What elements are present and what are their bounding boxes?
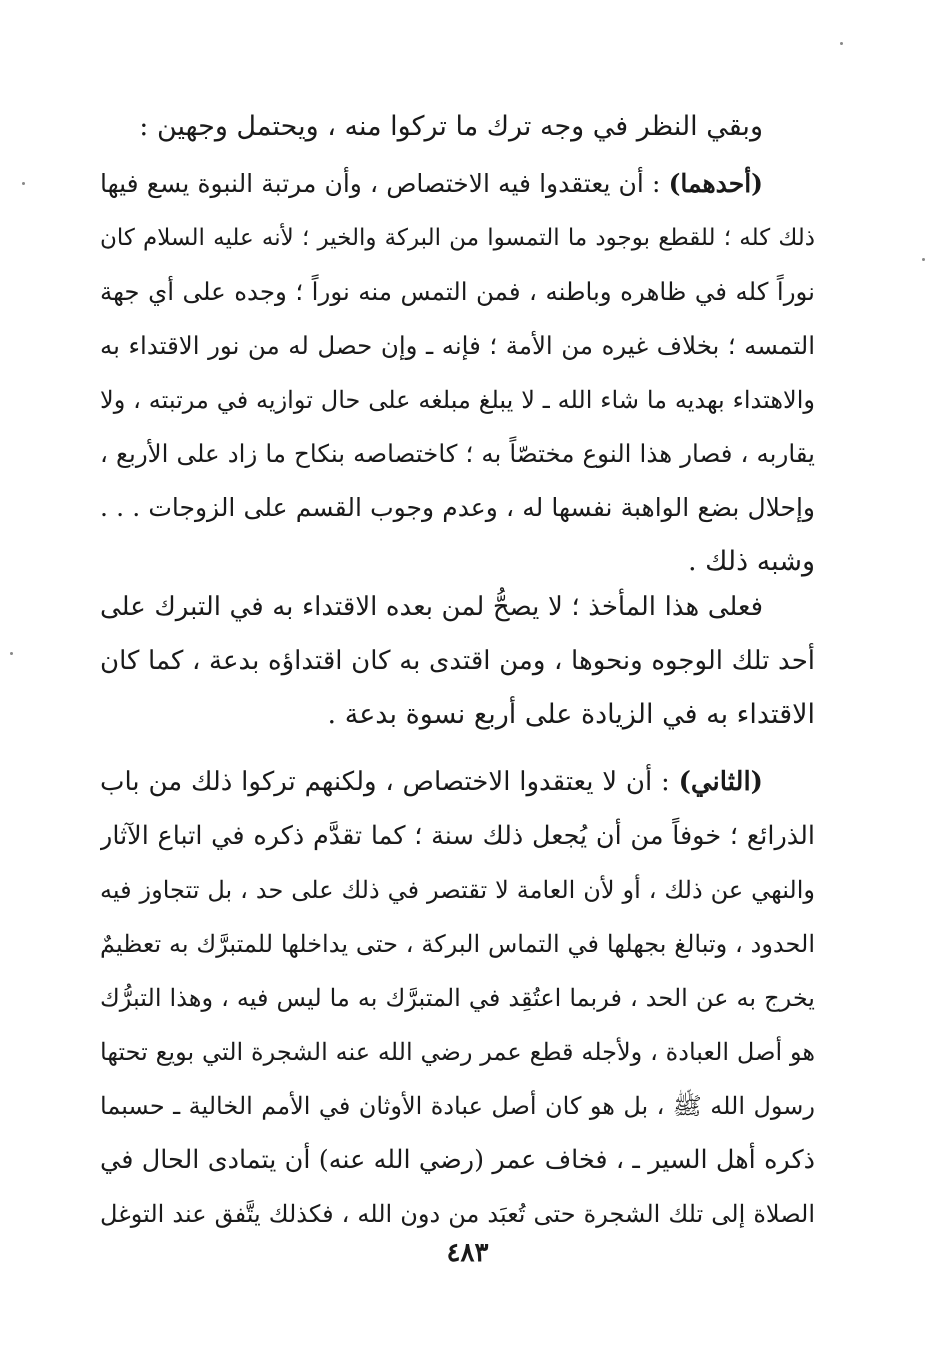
paragraph-second-view: [100, 755, 815, 1241]
paragraph-line: يخرج به عن الحد ، فربما اعتُقِد في المتبرَّك به ما ليس فيه ، وهذا التبرُّك: [100, 984, 815, 1012]
paragraph-conclusion: [100, 580, 815, 742]
scan-speck: [10, 652, 13, 655]
paragraph-line: الحدود ، وتبالغ بجهلها في التماس البركة ، حتى يداخلها للمتبرَّك به تعظيمٌ: [100, 930, 815, 958]
paragraph-line: أحد تلك الوجوه ونحوها ، ومن اقتدى به كان اقتداؤه بدعة ، كما كان: [100, 646, 815, 676]
paragraph-line: فعلى هذا المأخذ ؛ لا يصحُّ لمن بعده الاقتداء به في التبرك على: [100, 592, 763, 622]
paragraph-line: والنهي عن ذلك ، أو لأن العامة لا تقتصر في ذلك على حد ، بل تتجاوز فيه: [100, 876, 815, 904]
intro-line: وبقي النظر في وجه ترك ما تركوا منه ، ويحتمل وجهين :: [139, 111, 763, 142]
paragraph-label: (أحدهما): [668, 169, 763, 198]
paragraph-line: ذكره أهل السير ـ ، فخاف عمر (رضي الله عنه) أن يتمادى الحال في: [100, 1145, 815, 1175]
paragraph-line: رسول الله ﷺ ، بل هو كان أصل عبادة الأوثان في الأمم الخالية ـ حسبما: [100, 1092, 815, 1120]
paragraph-line: نوراً كله في ظاهره وباطنه ، فمن التمس منه نوراً ؛ وجده على أي جهة: [100, 277, 815, 306]
paragraph-first-view: [100, 157, 815, 589]
scan-speck: [922, 258, 925, 261]
paragraph-line: التمسه ؛ بخلاف غيره من الأمة ؛ فإنه ـ وإن حصل له من نور الاقتداء به: [100, 331, 815, 360]
scan-speck: [22, 182, 25, 185]
intro-paragraph: [100, 100, 815, 154]
paragraph-line: الصلاة إلى تلك الشجرة حتى تُعبَد من دون الله ، فكذلك يتَّفق عند التوغل: [100, 1200, 815, 1228]
paragraph-line-text: : أن لا يعتقدوا الاختصاص ، ولكنهم تركوا ذلك من باب: [100, 767, 679, 797]
paragraph-line: [100, 755, 815, 809]
page-number: ٤٨٣: [446, 1238, 489, 1268]
paragraph-line: هو أصل العبادة ، ولأجله قطع عمر رضي الله عنه الشجرة التي بويع تحتها: [100, 1038, 815, 1066]
paragraph-line: الذرائع ؛ خوفاً من أن يُجعل ذلك سنة ؛ كما تقدَّم ذكره في اتباع الآثار: [100, 821, 815, 851]
paragraph-line: ذلك كله ؛ للقطع بوجود ما التمسوا من البركة والخير ؛ لأنه عليه السلام كان: [100, 225, 815, 251]
paragraph-line: والاهتداء بهديه ما شاء الله ـ لا يبلغ مبلغه على حال توازيه في مرتبته ، ولا: [100, 386, 815, 414]
paragraph-line: [100, 157, 815, 211]
paragraph-line: الاقتداء به في الزيادة على أربع نسوة بدعة .: [327, 699, 815, 730]
paragraph-label: (الثاني): [678, 767, 763, 797]
scan-speck: [840, 42, 843, 45]
paragraph-line: يقاربه ، فصار هذا النوع مختصّاً به ؛ كاختصاصه بنكاح ما زاد على الأربع ،: [100, 439, 815, 468]
paragraph-line: وشبه ذلك .: [687, 546, 815, 577]
paragraph-line: وإحلال بضع الواهبة نفسها له ، وعدم وجوب القسم على الزوجات . . .: [100, 493, 815, 522]
paragraph-line-text: : أن يعتقدوا فيه الاختصاص ، وأن مرتبة النبوة يسع فيها: [100, 169, 669, 198]
